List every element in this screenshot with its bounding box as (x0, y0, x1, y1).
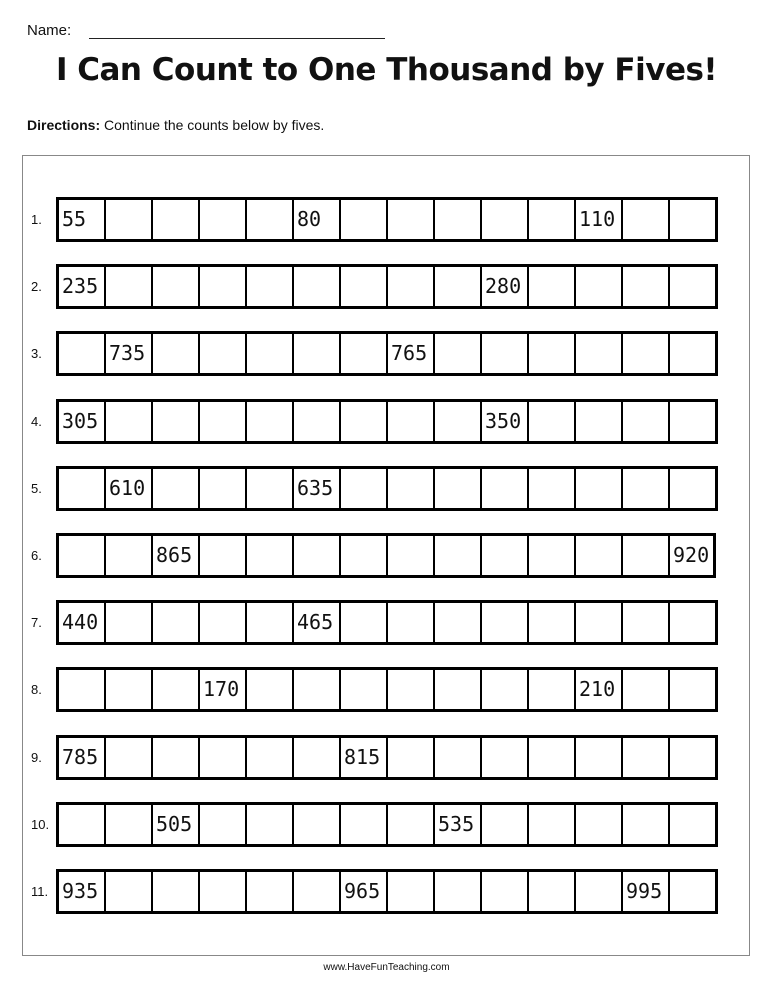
counting-row (23, 600, 751, 645)
blank-answer-cell[interactable] (529, 872, 576, 911)
blank-answer-cell[interactable] (623, 469, 670, 508)
given-number-cell: 170 (198, 670, 247, 709)
blank-answer-cell[interactable] (106, 805, 153, 844)
given-number-cell: 815 (339, 738, 388, 777)
blank-answer-cell[interactable] (247, 334, 294, 373)
blank-answer-cell[interactable] (482, 872, 529, 911)
blank-answer-cell[interactable] (482, 738, 529, 777)
blank-answer-cell[interactable] (435, 536, 482, 575)
blank-answer-cell[interactable] (529, 738, 576, 777)
blank-answer-cell[interactable] (153, 738, 200, 777)
given-number-cell: 920 (668, 536, 716, 575)
count-cells (56, 735, 718, 780)
counting-row (23, 667, 751, 712)
blank-answer-cell[interactable] (106, 536, 153, 575)
counting-row (23, 869, 751, 914)
given-number-cell: 735 (104, 334, 153, 373)
directions-label: Directions: (27, 117, 101, 133)
count-cells (56, 533, 716, 578)
blank-answer-cell[interactable] (294, 670, 341, 709)
blank-answer-cell[interactable] (529, 334, 576, 373)
count-cells (56, 264, 718, 309)
row-number: 8. (31, 682, 42, 697)
blank-answer-cell[interactable] (529, 670, 576, 709)
blank-answer-cell[interactable] (106, 267, 153, 306)
row-number: 10. (31, 817, 50, 832)
counting-row (23, 399, 751, 444)
row-number: 2. (31, 279, 42, 294)
blank-answer-cell[interactable] (623, 402, 670, 441)
blank-answer-cell[interactable] (388, 200, 435, 239)
blank-answer-cell[interactable] (623, 603, 670, 642)
blank-answer-cell[interactable] (576, 738, 623, 777)
count-cells (56, 399, 718, 444)
worksheet-title: I Can Count to One Thousand by Fives! (55, 52, 718, 88)
given-number-cell: 210 (574, 670, 623, 709)
footer-url: www.HaveFunTeaching.com (323, 962, 450, 973)
blank-answer-cell[interactable] (388, 469, 435, 508)
name-label: Name: (27, 22, 72, 39)
blank-answer-cell[interactable] (341, 267, 388, 306)
blank-answer-cell[interactable] (341, 469, 388, 508)
given-number-cell: 305 (57, 402, 106, 441)
row-number: 6. (31, 548, 42, 563)
blank-answer-cell[interactable] (388, 603, 435, 642)
blank-answer-cell[interactable] (623, 267, 670, 306)
blank-answer-cell[interactable] (200, 469, 247, 508)
given-number-cell: 610 (104, 469, 153, 508)
blank-answer-cell[interactable] (670, 805, 718, 844)
count-cells (56, 466, 718, 511)
blank-answer-cell[interactable] (247, 670, 294, 709)
given-number-cell: 765 (386, 334, 435, 373)
blank-answer-cell[interactable] (247, 469, 294, 508)
blank-answer-cell[interactable] (576, 469, 623, 508)
blank-answer-cell[interactable] (529, 402, 576, 441)
blank-answer-cell[interactable] (529, 805, 576, 844)
blank-answer-cell[interactable] (435, 402, 482, 441)
blank-answer-cell[interactable] (153, 603, 200, 642)
blank-answer-cell[interactable] (247, 536, 294, 575)
blank-answer-cell[interactable] (294, 738, 341, 777)
blank-answer-cell[interactable] (435, 267, 482, 306)
blank-answer-cell[interactable] (576, 334, 623, 373)
counting-row (23, 533, 751, 578)
blank-answer-cell[interactable] (200, 334, 247, 373)
blank-answer-cell[interactable] (200, 200, 247, 239)
blank-answer-cell[interactable] (623, 670, 670, 709)
blank-answer-cell[interactable] (670, 334, 718, 373)
blank-answer-cell[interactable] (247, 603, 294, 642)
blank-answer-cell[interactable] (482, 334, 529, 373)
blank-answer-cell[interactable] (482, 670, 529, 709)
given-number-cell: 965 (339, 872, 388, 911)
blank-answer-cell[interactable] (200, 536, 247, 575)
count-cells (56, 331, 718, 376)
blank-answer-cell[interactable] (200, 267, 247, 306)
blank-answer-cell[interactable] (247, 402, 294, 441)
row-number: 4. (31, 414, 42, 429)
blank-answer-cell[interactable] (576, 603, 623, 642)
blank-answer-cell[interactable] (200, 805, 247, 844)
blank-answer-cell[interactable] (341, 334, 388, 373)
blank-answer-cell[interactable] (576, 536, 623, 575)
blank-answer-cell[interactable] (153, 670, 200, 709)
blank-answer-cell[interactable] (623, 738, 670, 777)
blank-answer-cell[interactable] (576, 805, 623, 844)
blank-answer-cell[interactable] (341, 200, 388, 239)
blank-answer-cell[interactable] (59, 334, 106, 373)
given-number-cell: 235 (57, 267, 106, 306)
blank-answer-cell[interactable] (200, 603, 247, 642)
given-number-cell: 280 (480, 267, 529, 306)
blank-answer-cell[interactable] (388, 872, 435, 911)
blank-answer-cell[interactable] (576, 872, 623, 911)
blank-answer-cell[interactable] (529, 200, 576, 239)
given-number-cell: 440 (57, 603, 106, 642)
blank-answer-cell[interactable] (200, 872, 247, 911)
blank-answer-cell[interactable] (435, 670, 482, 709)
blank-answer-cell[interactable] (670, 670, 718, 709)
given-number-cell: 535 (433, 805, 482, 844)
blank-answer-cell[interactable] (482, 805, 529, 844)
row-number: 1. (31, 212, 42, 227)
counting-row (23, 331, 751, 376)
blank-answer-cell[interactable] (670, 469, 718, 508)
blank-answer-cell[interactable] (670, 872, 718, 911)
blank-answer-cell[interactable] (388, 267, 435, 306)
given-number-cell: 635 (292, 469, 341, 508)
blank-answer-cell[interactable] (623, 200, 670, 239)
blank-answer-cell[interactable] (59, 469, 106, 508)
blank-answer-cell[interactable] (529, 603, 576, 642)
blank-answer-cell[interactable] (106, 200, 153, 239)
blank-answer-cell[interactable] (341, 536, 388, 575)
count-cells (56, 197, 718, 242)
blank-answer-cell[interactable] (388, 805, 435, 844)
blank-answer-cell[interactable] (529, 536, 576, 575)
given-number-cell: 80 (292, 200, 341, 239)
name-line[interactable] (89, 38, 385, 39)
blank-answer-cell[interactable] (529, 469, 576, 508)
blank-answer-cell[interactable] (59, 805, 106, 844)
blank-answer-cell[interactable] (106, 670, 153, 709)
blank-answer-cell[interactable] (388, 670, 435, 709)
blank-answer-cell[interactable] (576, 402, 623, 441)
counting-row (23, 735, 751, 780)
given-number-cell: 110 (574, 200, 623, 239)
blank-answer-cell[interactable] (153, 200, 200, 239)
given-number-cell: 785 (57, 738, 106, 777)
blank-answer-cell[interactable] (670, 603, 718, 642)
blank-answer-cell[interactable] (435, 872, 482, 911)
blank-answer-cell[interactable] (153, 334, 200, 373)
blank-answer-cell[interactable] (106, 402, 153, 441)
count-cells (56, 869, 718, 914)
blank-answer-cell[interactable] (106, 738, 153, 777)
blank-answer-cell[interactable] (153, 469, 200, 508)
blank-answer-cell[interactable] (435, 603, 482, 642)
blank-answer-cell[interactable] (341, 805, 388, 844)
blank-answer-cell[interactable] (200, 402, 247, 441)
blank-answer-cell[interactable] (247, 805, 294, 844)
blank-answer-cell[interactable] (623, 805, 670, 844)
blank-answer-cell[interactable] (59, 536, 106, 575)
blank-answer-cell[interactable] (294, 402, 341, 441)
blank-answer-cell[interactable] (247, 200, 294, 239)
blank-answer-cell[interactable] (294, 334, 341, 373)
blank-answer-cell[interactable] (294, 536, 341, 575)
blank-answer-cell[interactable] (200, 738, 247, 777)
blank-answer-cell[interactable] (388, 738, 435, 777)
count-cells (56, 667, 718, 712)
blank-answer-cell[interactable] (388, 536, 435, 575)
blank-answer-cell[interactable] (247, 267, 294, 306)
blank-answer-cell[interactable] (435, 334, 482, 373)
row-number: 11. (31, 884, 49, 899)
blank-answer-cell[interactable] (435, 469, 482, 508)
blank-answer-cell[interactable] (482, 603, 529, 642)
counting-row (23, 264, 751, 309)
counting-row (23, 197, 751, 242)
blank-answer-cell[interactable] (247, 872, 294, 911)
blank-answer-cell[interactable] (153, 872, 200, 911)
blank-answer-cell[interactable] (670, 738, 718, 777)
blank-answer-cell[interactable] (153, 402, 200, 441)
count-cells (56, 802, 718, 847)
blank-answer-cell[interactable] (294, 805, 341, 844)
given-number-cell: 865 (151, 536, 200, 575)
blank-answer-cell[interactable] (294, 267, 341, 306)
given-number-cell: 465 (292, 603, 341, 642)
blank-answer-cell[interactable] (341, 603, 388, 642)
blank-answer-cell[interactable] (59, 670, 106, 709)
blank-answer-cell[interactable] (529, 267, 576, 306)
given-number-cell: 505 (151, 805, 200, 844)
blank-answer-cell[interactable] (670, 402, 718, 441)
blank-answer-cell[interactable] (623, 334, 670, 373)
blank-answer-cell[interactable] (247, 738, 294, 777)
blank-answer-cell[interactable] (576, 267, 623, 306)
directions (27, 117, 324, 133)
blank-answer-cell[interactable] (435, 200, 482, 239)
blank-answer-cell[interactable] (482, 536, 529, 575)
blank-answer-cell[interactable] (153, 267, 200, 306)
count-cells (56, 600, 718, 645)
counting-row (23, 466, 751, 511)
blank-answer-cell[interactable] (435, 738, 482, 777)
blank-answer-cell[interactable] (670, 267, 718, 306)
blank-answer-cell[interactable] (294, 872, 341, 911)
given-number-cell: 350 (480, 402, 529, 441)
blank-answer-cell[interactable] (106, 872, 153, 911)
given-number-cell: 935 (57, 872, 106, 911)
blank-answer-cell[interactable] (623, 536, 670, 575)
counting-grid-frame (22, 155, 750, 956)
counting-row (23, 802, 751, 847)
blank-answer-cell[interactable] (341, 670, 388, 709)
blank-answer-cell[interactable] (482, 469, 529, 508)
given-number-cell: 995 (621, 872, 670, 911)
blank-answer-cell[interactable] (482, 200, 529, 239)
blank-answer-cell[interactable] (106, 603, 153, 642)
row-number: 9. (31, 750, 42, 765)
row-number: 3. (31, 346, 42, 361)
row-number: 5. (31, 481, 42, 496)
blank-answer-cell[interactable] (341, 402, 388, 441)
row-number: 7. (31, 615, 42, 630)
given-number-cell: 55 (57, 200, 106, 239)
directions-text: Continue the counts below by fives. (100, 117, 325, 133)
blank-answer-cell[interactable] (388, 402, 435, 441)
blank-answer-cell[interactable] (670, 200, 718, 239)
